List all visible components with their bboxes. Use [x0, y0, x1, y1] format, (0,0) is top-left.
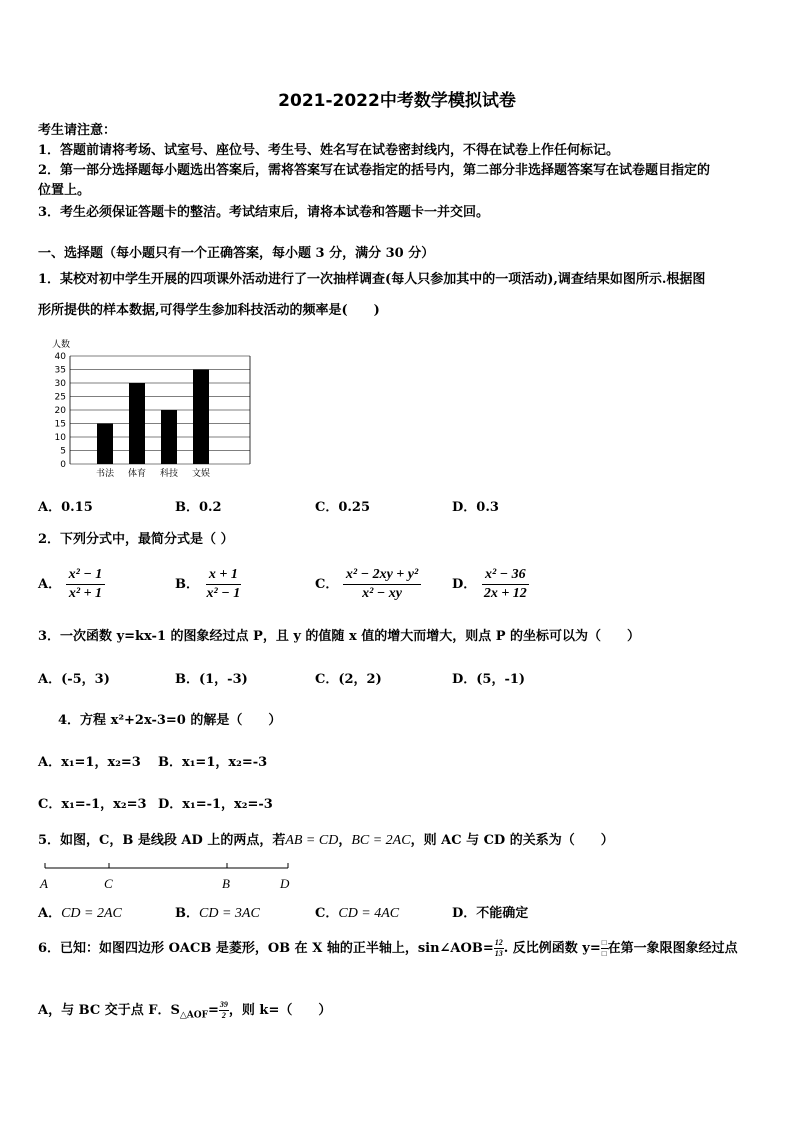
q2-option-d [452, 566, 530, 603]
q2-option-a [38, 566, 105, 603]
q4-stem: 4．方程 x²+2x-3=0 的解是（ ） [58, 713, 282, 728]
y-tick-label: 0 [60, 460, 66, 470]
q3-option-a: A．(-5，3) [38, 672, 110, 687]
k-over-x-fraction [601, 938, 608, 959]
q5-stem [38, 832, 614, 850]
point-a-label: A [40, 876, 48, 891]
numerator: x² − 36 [482, 566, 529, 585]
q3-option-d: D．(5，-1) [452, 672, 526, 687]
q3-option-c: C．(2，2) [315, 672, 382, 687]
point-b-label: B [222, 876, 230, 891]
q2-option-b [175, 566, 243, 603]
notice-heading: 考生请注意： [38, 123, 117, 138]
numerator: 39 [219, 1000, 228, 1009]
x-tick-label: 体育 [127, 469, 147, 478]
q5-option-c [315, 905, 399, 923]
denominator: x² + 1 [68, 586, 103, 601]
bar [161, 410, 177, 464]
option-label: B． [175, 577, 199, 592]
fraction [204, 566, 244, 603]
option-label: A． [38, 906, 62, 921]
q5-eq-2: BC = 2AC [351, 833, 411, 848]
q5-option-d [452, 905, 528, 923]
option-math: CD = 4AC [338, 906, 400, 921]
q4-option-d: D．x₁=-1，x₂=-3 [158, 797, 273, 812]
bar [129, 383, 145, 464]
denominator: x² − 1 [206, 586, 241, 601]
notice-item: 位置上。 [38, 183, 91, 198]
numerator: 12 [494, 938, 503, 947]
y-tick-label: 40 [54, 352, 66, 362]
section-heading: 一、选择题（每小题只有一个正确答案，每小题 3 分，满分 30 分） [38, 246, 435, 261]
q2-option-c [315, 566, 421, 603]
denominator: x² − xy [362, 586, 402, 601]
q1-option-a: A．0.15 [38, 500, 93, 515]
point-c-label: C [104, 876, 113, 891]
segment-figure [38, 858, 298, 892]
q5-eq-1: AB = CD [285, 833, 339, 848]
y-tick-label: 25 [54, 392, 66, 403]
point-d-label: D [280, 876, 290, 891]
y-tick-label: 30 [54, 379, 66, 389]
exam-title: 2021-2022中考数学模拟试卷 [278, 91, 516, 111]
fraction [481, 566, 530, 603]
q6-stem-line2 [38, 1000, 331, 1025]
option-label: C． [315, 577, 339, 592]
option-label: C． [315, 906, 339, 921]
q6-text: . 反比例函数 y= [503, 941, 601, 956]
fraction [66, 566, 106, 603]
option-label: D． [452, 906, 477, 921]
q1-option-b: B．0.2 [175, 500, 222, 515]
equals: = [208, 1003, 219, 1018]
sin-fraction [494, 938, 504, 959]
q6-text: ，则 k=（ ） [228, 1003, 332, 1018]
numerator: x² − 2xy + y² [343, 566, 421, 585]
bar [193, 370, 209, 465]
option-math: CD = 3AC [199, 906, 260, 921]
y-tick-label: 20 [54, 406, 66, 416]
x-tick-label: 文娱 [191, 469, 211, 478]
q4-option-a: A．x₁=1，x₂=3 [38, 755, 141, 770]
denominator: 13 [494, 949, 503, 958]
bar-chart [40, 336, 265, 478]
q6-text: 6．已知：如图四边形 OACB 是菱形，OB 在 X 轴的正半轴上，sin∠AOB= [38, 941, 494, 956]
q5-option-b [175, 905, 260, 923]
triangle-subscript: △AOF [179, 1010, 208, 1021]
q1-option-d: D．0.3 [452, 500, 499, 515]
area-fraction [219, 1000, 229, 1021]
y-tick-label: 5 [60, 446, 66, 457]
option-text: 不能确定 [476, 906, 529, 921]
q6-stem [38, 938, 738, 959]
q1-stem: 形所提供的样本数据,可得学生参加科技活动的频率是( ) [38, 303, 380, 318]
y-axis-label: 人数 [52, 340, 71, 350]
x-tick-label: 科技 [159, 469, 179, 478]
notice-item: 1．答题前请将考场、试室号、座位号、考生号、姓名写在试卷密封线内，不得在试卷上作任何标记。 [38, 143, 620, 158]
y-tick-label: 35 [54, 365, 66, 376]
denominator: 2x + 12 [483, 586, 527, 601]
q4-option-c: C．x₁=-1，x₂=3 [38, 797, 147, 812]
notice-item: 2．第一部分选择题每小题选出答案后，需将答案写在试卷指定的括号内，第二部分非选择题答案写在试卷题目指定的 [38, 163, 711, 178]
q1-stem: 1．某校对初中学生开展的四项课外活动进行了一次抽样调查(每人只参加其中的一项活动),调查结果如图所示.根据图 [38, 272, 706, 287]
q2-stem: 2．下列分式中，最简分式是（ ） [38, 532, 234, 547]
fraction [343, 566, 421, 603]
q5-stem-text: ，则 AC 与 CD 的关系为（ ） [410, 833, 614, 848]
q1-option-c: C．0.25 [315, 500, 371, 515]
q5-option-a [38, 905, 122, 923]
q6-text: 在第一象限图象经过点 [607, 941, 738, 956]
notice-item: 3．考生必须保证答题卡的整洁。考试结束后，请将本试卷和答题卡一并交回。 [38, 205, 490, 220]
option-math: CD = 2AC [61, 906, 122, 921]
denominator: □ [601, 949, 607, 958]
q6-text: A，与 BC 交于点 F．S [38, 1003, 180, 1018]
denominator: 2 [221, 1011, 226, 1020]
q3-stem: 3．一次函数 y=kx-1 的图象经过点 P，且 y 的值随 x 值的增大而增大，则点 P 的坐标可以为（ ） [38, 629, 641, 644]
x-tick-label: 书法 [95, 469, 115, 478]
q5-sep: ， [338, 833, 352, 848]
q5-stem-text: 5．如图，C，B 是线段 AD 上的两点，若 [38, 833, 286, 848]
option-label: A． [38, 577, 62, 592]
y-tick-label: 15 [54, 419, 66, 430]
q3-option-b: B．(1，-3) [175, 672, 248, 687]
numerator: x² − 1 [66, 566, 106, 585]
numerator: x + 1 [206, 566, 241, 585]
option-label: D． [452, 577, 477, 592]
q4-option-b: B．x₁=1，x₂=-3 [158, 755, 268, 770]
numerator: □ [601, 938, 607, 947]
bar [97, 424, 113, 465]
option-label: B． [175, 906, 199, 921]
y-tick-label: 10 [54, 433, 66, 443]
